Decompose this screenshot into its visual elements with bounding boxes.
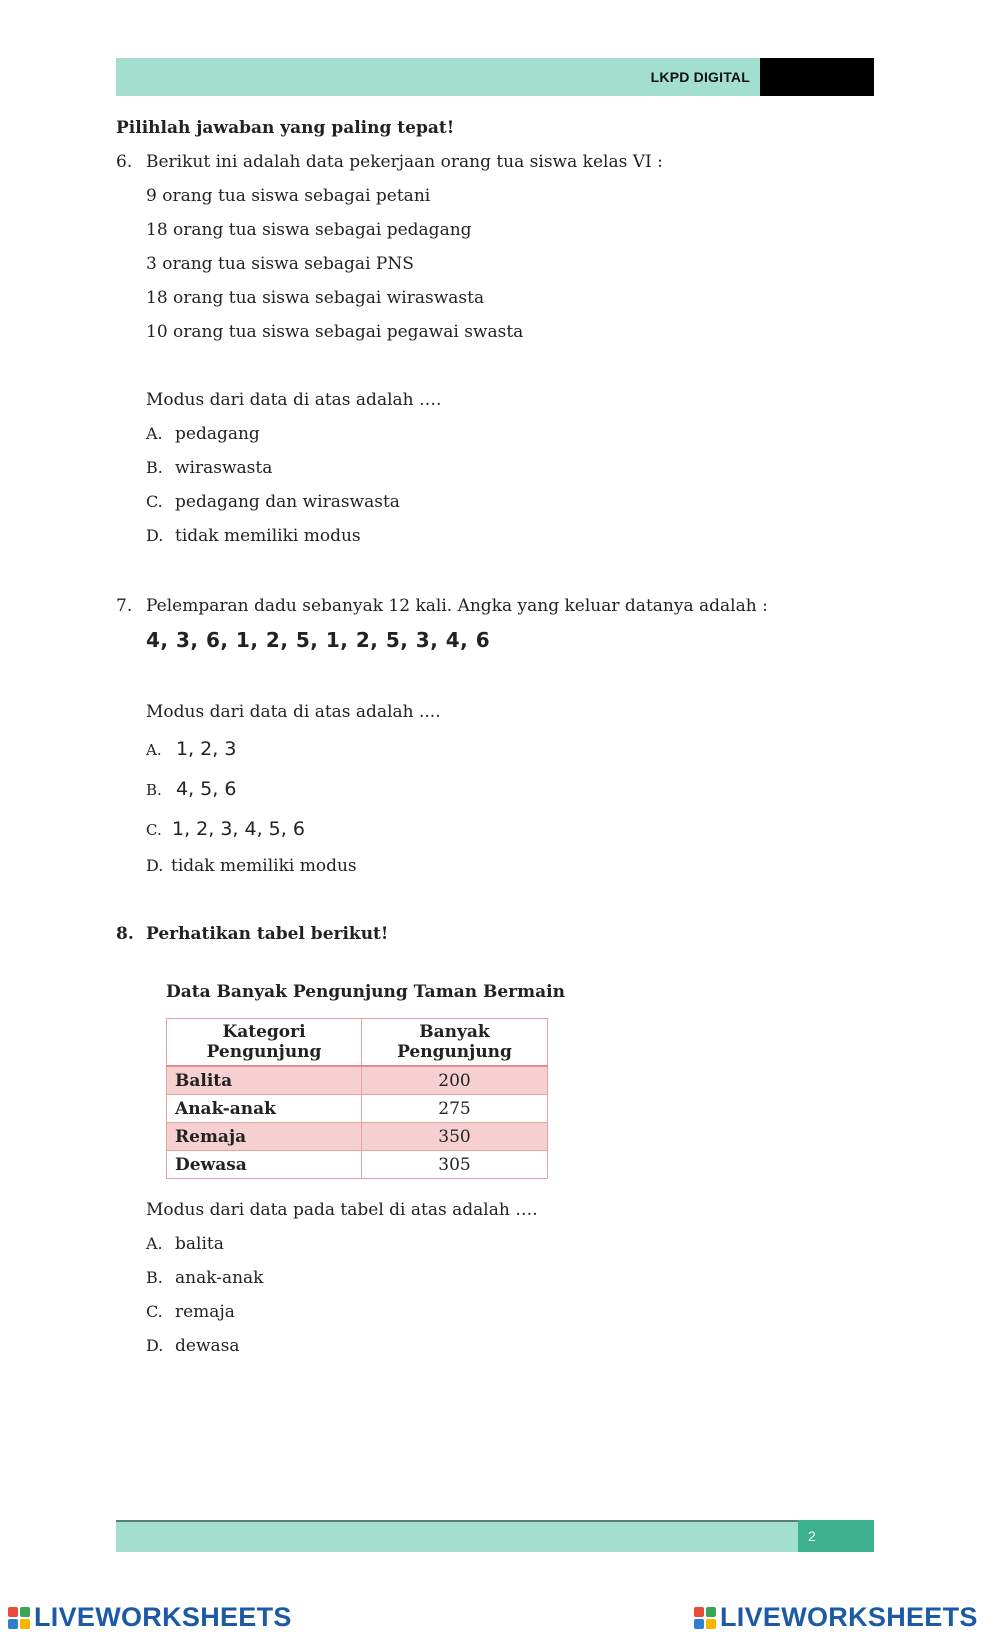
table-cell-count: 200: [362, 1066, 548, 1095]
q6-prompt: [116, 152, 663, 172]
footer-bar: [116, 1520, 798, 1552]
table-cell-category: Anak-anak: [167, 1095, 362, 1123]
option-text: pedagang dan wiraswasta: [175, 492, 400, 512]
q8-table-title: Data Banyak Pengunjung Taman Bermain: [166, 982, 565, 1002]
table-header-category: Kategori Pengunjung: [167, 1019, 362, 1067]
liveworksheets-grid-icon: [694, 1607, 716, 1629]
q6-option-c[interactable]: [146, 492, 400, 512]
liveworksheets-grid-icon: [8, 1607, 30, 1629]
option-letter: B.: [146, 1268, 163, 1287]
table-row: [167, 1151, 548, 1179]
q8-prompt: [116, 924, 388, 944]
option-text: remaja: [175, 1302, 235, 1322]
option-letter: A.: [146, 1234, 163, 1253]
q8-option-c[interactable]: [146, 1302, 235, 1322]
option-letter: D.: [146, 856, 164, 875]
q6-question: Modus dari data di atas adalah ….: [146, 390, 442, 410]
q8-option-a[interactable]: [146, 1234, 224, 1254]
header-bar: [116, 58, 760, 96]
page-number: 2: [798, 1520, 874, 1552]
q8-option-b[interactable]: [146, 1268, 264, 1288]
table-cell-count: 305: [362, 1151, 548, 1179]
liveworksheets-logo-right[interactable]: [694, 1602, 978, 1633]
q8-option-d[interactable]: [146, 1336, 240, 1356]
q7-option-d[interactable]: [146, 856, 357, 876]
instruction: Pilihlah jawaban yang paling tepat!: [116, 118, 455, 138]
option-text: 4, 5, 6: [176, 778, 237, 800]
liveworksheets-logo-left[interactable]: [8, 1602, 292, 1633]
q6-data-line: 18 orang tua siswa sebagai pedagang: [146, 220, 472, 240]
q7-prompt: [116, 596, 768, 616]
q6-option-a[interactable]: [146, 424, 260, 444]
option-letter: A.: [146, 741, 162, 759]
option-text: dewasa: [175, 1336, 240, 1356]
option-letter: C.: [146, 1302, 163, 1321]
option-text: anak-anak: [175, 1268, 264, 1288]
option-text: balita: [175, 1234, 224, 1254]
q6-number: 6.: [116, 152, 133, 172]
q6-data-line: 3 orang tua siswa sebagai PNS: [146, 254, 414, 274]
table-row: [167, 1095, 548, 1123]
q7-option-b[interactable]: [146, 779, 236, 800]
table-row: [167, 1066, 548, 1095]
q7-option-c[interactable]: [146, 819, 305, 840]
watermark-text: LIVEWORKSHEETS: [34, 1602, 292, 1632]
option-letter: D.: [146, 1336, 164, 1355]
q7-question: Modus dari data di atas adalah ....: [146, 702, 441, 722]
option-letter: B.: [146, 458, 163, 477]
header-title: LKPD DIGITAL: [650, 69, 750, 85]
option-letter: C.: [146, 492, 163, 511]
table-cell-category: Remaja: [167, 1123, 362, 1151]
option-text: 1, 2, 3, 4, 5, 6: [172, 818, 305, 840]
q8-prompt-text: Perhatikan tabel berikut!: [146, 924, 389, 944]
q6-data-line: 10 orang tua siswa sebagai pegawai swasta: [146, 322, 524, 342]
q7-number: 7.: [116, 596, 133, 616]
table-row: [167, 1123, 548, 1151]
option-text: wiraswasta: [175, 458, 273, 478]
q6-data-line: 9 orang tua siswa sebagai petani: [146, 186, 431, 206]
header-black-block: [760, 58, 874, 96]
q8-number: 8.: [116, 924, 134, 944]
q6-option-d[interactable]: [146, 526, 361, 546]
option-letter: A.: [146, 424, 163, 443]
option-text: pedagang: [175, 424, 260, 444]
visitor-table: [166, 1018, 548, 1179]
table-cell-category: Balita: [167, 1066, 362, 1095]
option-letter: B.: [146, 781, 162, 799]
q7-sequence: 4, 3, 6, 1, 2, 5, 1, 2, 5, 3, 4, 6: [146, 628, 491, 652]
option-letter: D.: [146, 526, 164, 545]
option-text: 1, 2, 3: [176, 738, 237, 760]
table-cell-count: 275: [362, 1095, 548, 1123]
table-cell-category: Dewasa: [167, 1151, 362, 1179]
q8-question: Modus dari data pada tabel di atas adalah ….: [146, 1200, 538, 1220]
option-letter: C.: [146, 821, 162, 839]
table-cell-count: 350: [362, 1123, 548, 1151]
option-text: tidak memiliki modus: [171, 856, 357, 876]
q7-prompt-text: Pelemparan dadu sebanyak 12 kali. Angka yang keluar datanya adalah :: [146, 596, 768, 616]
q7-option-a[interactable]: [146, 739, 236, 760]
option-text: tidak memiliki modus: [175, 526, 361, 546]
table-header-count: Banyak Pengunjung: [362, 1019, 548, 1067]
q6-prompt-text: Berikut ini adalah data pekerjaan orang tua siswa kelas VI :: [146, 152, 663, 172]
q6-option-b[interactable]: [146, 458, 272, 478]
watermark-text: LIVEWORKSHEETS: [720, 1602, 978, 1632]
q6-data-line: 18 orang tua siswa sebagai wiraswasta: [146, 288, 485, 308]
